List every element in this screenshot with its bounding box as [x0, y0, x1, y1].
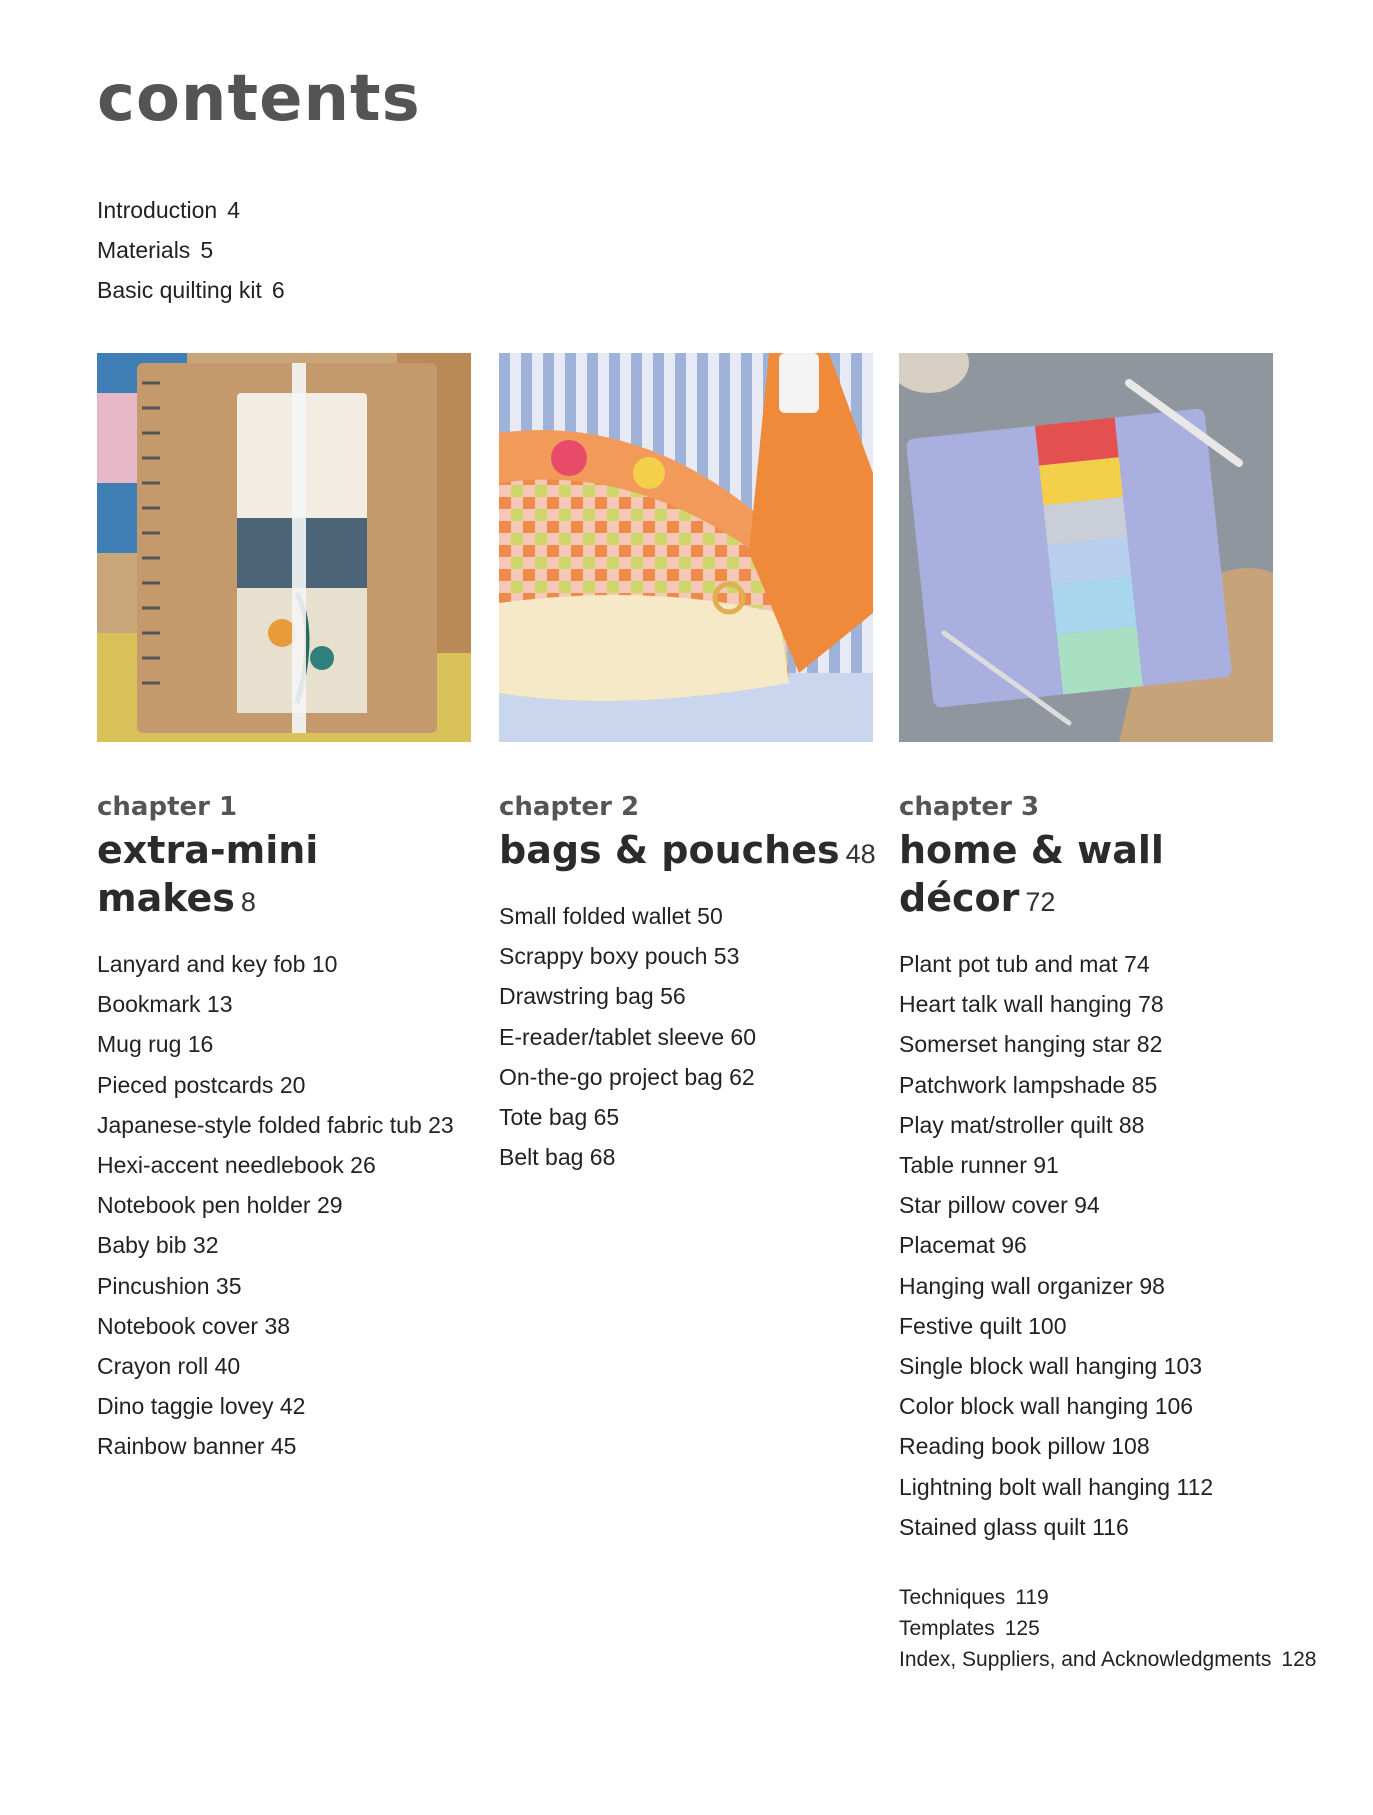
toc-entry[interactable]: Somerset hanging star 82 [899, 1031, 1163, 1058]
toc-entry[interactable]: Baby bib 32 [97, 1232, 219, 1259]
toc-entry[interactable]: Small folded wallet 50 [499, 903, 723, 929]
toc-entry[interactable]: Single block wall hanging 103 [899, 1353, 1203, 1380]
chapter-label: chapter 3 [899, 792, 1040, 822]
toc-entry[interactable]: Scrappy boxy pouch 53 [499, 943, 740, 970]
chapter-1-column [97, 790, 477, 1467]
toc-entry[interactable]: Heart talk wall hanging 78 [899, 991, 1164, 1018]
chapter-2-column [499, 790, 879, 1177]
toc-entry[interactable]: Lightning bolt wall hanging 112 [899, 1473, 1214, 1500]
toc-entry[interactable]: Festive quilt 100 [899, 1312, 1067, 1339]
toc-entry[interactable]: Belt bag 68 [499, 1144, 616, 1171]
toc-entry[interactable]: Hexi-accent needlebook 26 [97, 1152, 376, 1179]
toc-entry[interactable]: Stained glass quilt 116 [899, 1513, 1129, 1540]
toc-entry-index[interactable]: Index, Suppliers, and Acknowledgments 128 [899, 1648, 1317, 1671]
chapter-1-items [97, 944, 477, 1467]
chapter-label: chapter 1 [97, 792, 238, 822]
toc-entry[interactable]: E-reader/tablet sleeve 60 [499, 1023, 756, 1050]
chapter-label: chapter 2 [499, 792, 640, 822]
toc-entry[interactable]: Crayon roll 40 [97, 1353, 241, 1380]
toc-entry[interactable]: Dino taggie lovey 42 [97, 1393, 306, 1420]
chapter-title[interactable]: extra-mini makes 8 [97, 828, 319, 920]
toc-entry[interactable]: Color block wall hanging 106 [899, 1393, 1194, 1420]
toc-entry[interactable]: Play mat/stroller quilt 88 [899, 1111, 1145, 1138]
toc-entry-templates[interactable]: Templates 125 [899, 1617, 1040, 1640]
toc-entry[interactable]: Pincushion 35 [97, 1272, 242, 1299]
toc-entry[interactable]: Placemat 96 [899, 1232, 1027, 1259]
toc-entry[interactable]: Tote bag 65 [499, 1104, 620, 1131]
toc-entry[interactable]: Bookmark 13 [97, 991, 233, 1018]
toc-entry[interactable]: Notebook cover 38 [97, 1312, 291, 1339]
toc-entry[interactable]: Pieced postcards 20 [97, 1071, 306, 1098]
belt-bag-photo [499, 353, 873, 742]
toc-entry-basic-quilting-kit[interactable]: Basic quilting kit 6 [97, 277, 285, 303]
chapter-3-items [899, 944, 1319, 1547]
toc-entry[interactable]: Patchwork lampshade 85 [899, 1071, 1158, 1098]
notebook-pen-holder-photo [97, 353, 471, 742]
page-title: contents [97, 62, 421, 136]
back-matter-list [899, 1582, 1316, 1675]
chapter-3-column [899, 790, 1319, 1547]
toc-entry[interactable]: Plant pot tub and mat 74 [899, 951, 1150, 977]
toc-entry[interactable]: Rainbow banner 45 [97, 1433, 297, 1460]
toc-entry[interactable]: Star pillow cover 94 [899, 1192, 1100, 1219]
toc-entry[interactable]: Japanese-style folded fabric tub 23 [97, 1111, 454, 1138]
toc-entry-techniques[interactable]: Techniques 119 [899, 1586, 1049, 1609]
toc-entry[interactable]: Drawstring bag 56 [499, 983, 686, 1010]
toc-entry[interactable]: On-the-go project bag 62 [499, 1063, 755, 1090]
placemat-photo [899, 353, 1273, 742]
toc-entry[interactable]: Lanyard and key fob 10 [97, 951, 338, 977]
toc-entry[interactable]: Notebook pen holder 29 [97, 1192, 343, 1219]
intro-list [97, 190, 285, 310]
toc-entry[interactable]: Hanging wall organizer 98 [899, 1272, 1165, 1299]
toc-entry-introduction[interactable]: Introduction 4 [97, 197, 240, 223]
toc-entry[interactable]: Table runner 91 [899, 1152, 1059, 1179]
chapter-title[interactable]: home & wall décor 72 [899, 828, 1164, 920]
toc-entry-materials[interactable]: Materials 5 [97, 237, 214, 263]
chapter-2-items [499, 896, 879, 1177]
toc-entry[interactable]: Mug rug 16 [97, 1031, 214, 1058]
chapter-title[interactable]: bags & pouches 48 [499, 828, 876, 872]
toc-entry[interactable]: Reading book pillow 108 [899, 1433, 1150, 1460]
